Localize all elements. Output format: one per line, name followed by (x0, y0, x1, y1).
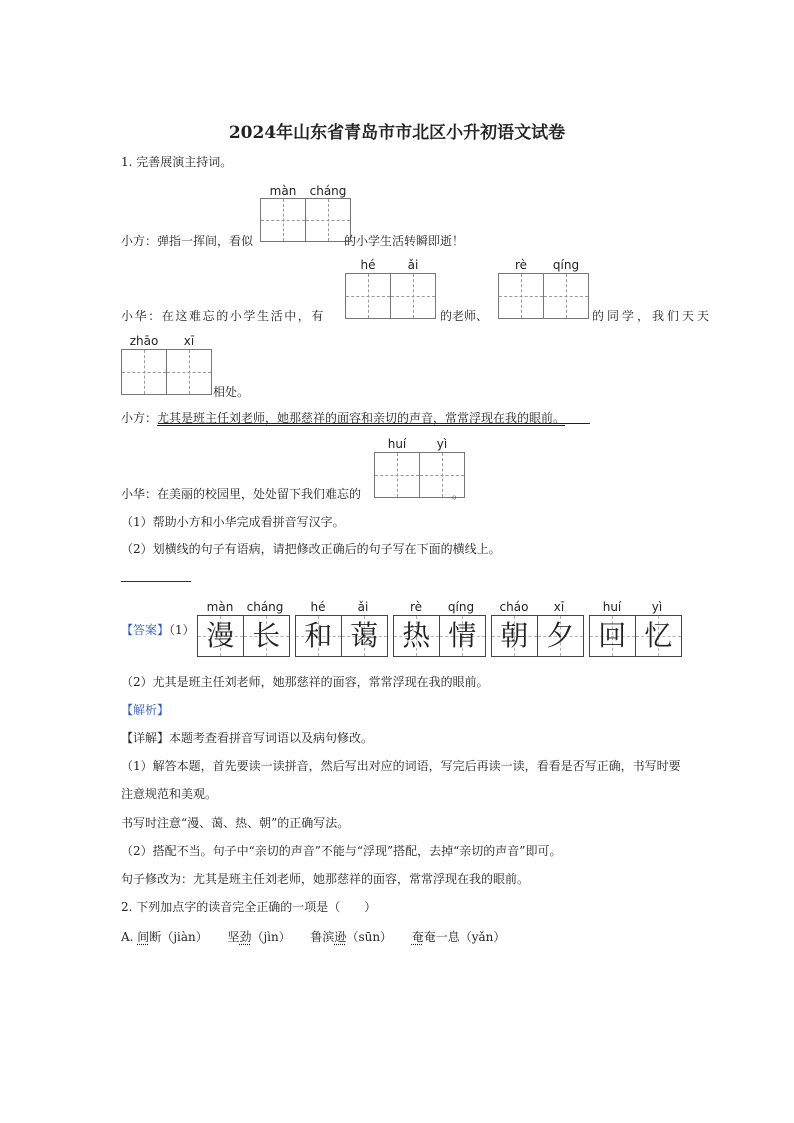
analysis-p1a: （1）解答本题，首先要读一读拼音，然后写出对应的词语，写完后再读一读，看看是否写正确，书写时要 (121, 759, 681, 773)
faulty-sentence: 尤其是班主任刘老师，她那慈祥的面容和亲切的声音，常常浮现在我的眼前。 (157, 411, 566, 425)
answer-char: 热 (402, 619, 431, 652)
answer-char-cell (244, 616, 290, 656)
answer-pinyin: cháo (499, 600, 529, 614)
detail-label: 【详解】 (121, 731, 170, 745)
pinyin: màn (269, 184, 297, 198)
grid-cell[interactable] (346, 274, 391, 318)
q1-line2-before: 小华：在这难忘的小学生活中，有 (121, 309, 326, 323)
answer-char: 漫 (206, 619, 235, 652)
answer-char: 长 (252, 619, 281, 652)
detail-line (121, 730, 373, 746)
answer-word-5 (589, 615, 682, 657)
answer-char-cell (636, 616, 682, 656)
answer-char-cell (198, 616, 244, 656)
answer-char-cell (590, 616, 636, 656)
pinyin: cháng (309, 184, 347, 198)
dotted-char: 劲 (239, 930, 252, 944)
answer-char-cell (440, 616, 486, 656)
option-item: 奄奄一息（yǎn） (411, 930, 506, 944)
dotted-char: 奄 (411, 930, 424, 944)
answer-char-cell (492, 616, 538, 656)
pinyin: hé (360, 258, 376, 272)
dialog-text: 的小学生活转瞬即逝！ (344, 234, 465, 248)
option-item: 间断（jiàn） (137, 930, 208, 944)
answer-char: 回 (598, 619, 627, 652)
dotted-char: 间 (137, 930, 150, 944)
answer-blank-line[interactable] (121, 581, 191, 582)
q1-line3-text: 相处。 (213, 385, 250, 399)
option-item: 鲁滨逊（sūn） (310, 930, 393, 944)
answer-char: 情 (448, 619, 477, 652)
answer-word-4 (491, 615, 584, 657)
answer-pinyin: cháng (246, 600, 284, 614)
answer-label-line (121, 622, 195, 638)
answer-number: （1） (169, 623, 195, 637)
answer-pinyin: màn (206, 600, 234, 614)
q1-line2-mid: 的老师、 (440, 309, 489, 323)
answer-char-cell (296, 616, 342, 656)
answer-pinyin: yì (651, 600, 663, 614)
answer-label: 【答案】 (121, 623, 170, 637)
grid-cell[interactable] (544, 274, 589, 318)
dialog-text: 小方：弹指一挥间，看似 (121, 234, 254, 248)
dialog-text: 小华：在美丽的校园里，处处留下我们难忘的 (121, 487, 362, 501)
option-letter: A. (121, 930, 138, 944)
q1-line1-text (121, 233, 464, 249)
analysis-label: 【解析】 (121, 703, 170, 717)
analysis-p3: （2）搭配不当。句子中“亲切的声音”不能与“浮现”搭配，去掉“亲切的声音”即可。 (121, 844, 562, 858)
dialog-text: 小方： (121, 411, 158, 425)
q1-sub1: （1）帮助小方和小华完成看拼音写汉字。 (121, 515, 345, 529)
pinyin: huí (387, 437, 407, 451)
answer-word-2 (295, 615, 388, 657)
answer-pinyin: rè (409, 600, 423, 614)
sentence-underline (158, 423, 590, 424)
detail-text: 本题考查看拼音写词语以及病句修改。 (169, 731, 374, 745)
q1-stem: 1. 完善展演主持词。 (121, 155, 233, 169)
q2-stem: 2. 下列加点字的读音完全正确的一项是（ ） (121, 900, 377, 914)
option-item: 坚劲（jìn） (227, 930, 291, 944)
answer-pinyin: hé (310, 600, 326, 614)
pinyin: qíng (552, 258, 580, 272)
answer-line-2: （2）尤其是班主任刘老师，她那慈祥的面容，常常浮现在我的眼前。 (121, 675, 489, 689)
analysis-p2: 书写时注意“漫、蔼、热、朝”的正确写法。 (121, 816, 350, 830)
answer-word-3 (393, 615, 486, 657)
answer-char: 和 (304, 619, 333, 652)
dialog-text: 。 (452, 487, 465, 501)
answer-grid-3[interactable] (498, 273, 589, 319)
answer-word-1 (197, 615, 290, 657)
grid-cell[interactable] (167, 350, 212, 394)
page-title: 2024年山东省青岛市市北区小升初语文试卷 (228, 123, 566, 143)
grid-cell[interactable] (499, 274, 544, 318)
answer-pinyin: huí (602, 600, 622, 614)
analysis-p4: 句子修改为：尤其是班主任刘老师，她那慈祥的面容，常常浮现在我的眼前。 (121, 872, 530, 886)
pinyin: zhāo (129, 334, 159, 348)
answer-pinyin: qíng (447, 600, 475, 614)
answer-char: 朝 (500, 619, 529, 652)
pinyin: rè (514, 258, 528, 272)
q1-line5-text (121, 486, 464, 502)
analysis-p1b: 注意规范和美观。 (121, 787, 218, 801)
answer-pinyin: ǎi (357, 600, 369, 614)
answer-pinyin: xī (553, 600, 565, 614)
answer-char: 蔼 (350, 619, 379, 652)
answer-char-cell (342, 616, 388, 656)
dotted-char: 逊 (334, 930, 347, 944)
grid-cell[interactable] (122, 350, 167, 394)
pinyin: ǎi (407, 258, 419, 272)
grid-cell[interactable] (391, 274, 436, 318)
answer-grid-2[interactable] (345, 273, 436, 319)
q1-sub2: （2）划横线的句子有语病，请把修改正确后的句子写在下面的横线上。 (121, 542, 501, 556)
answer-char-cell (538, 616, 584, 656)
answer-char: 忆 (644, 619, 673, 652)
answer-grid-4[interactable] (121, 349, 212, 395)
pinyin: yì (436, 437, 448, 451)
pinyin: xī (183, 334, 195, 348)
answer-char: 夕 (546, 619, 575, 652)
q2-option-a[interactable] (121, 929, 505, 945)
q1-line2-after: 的同学，我们天天 (592, 309, 713, 323)
answer-char-cell (394, 616, 440, 656)
